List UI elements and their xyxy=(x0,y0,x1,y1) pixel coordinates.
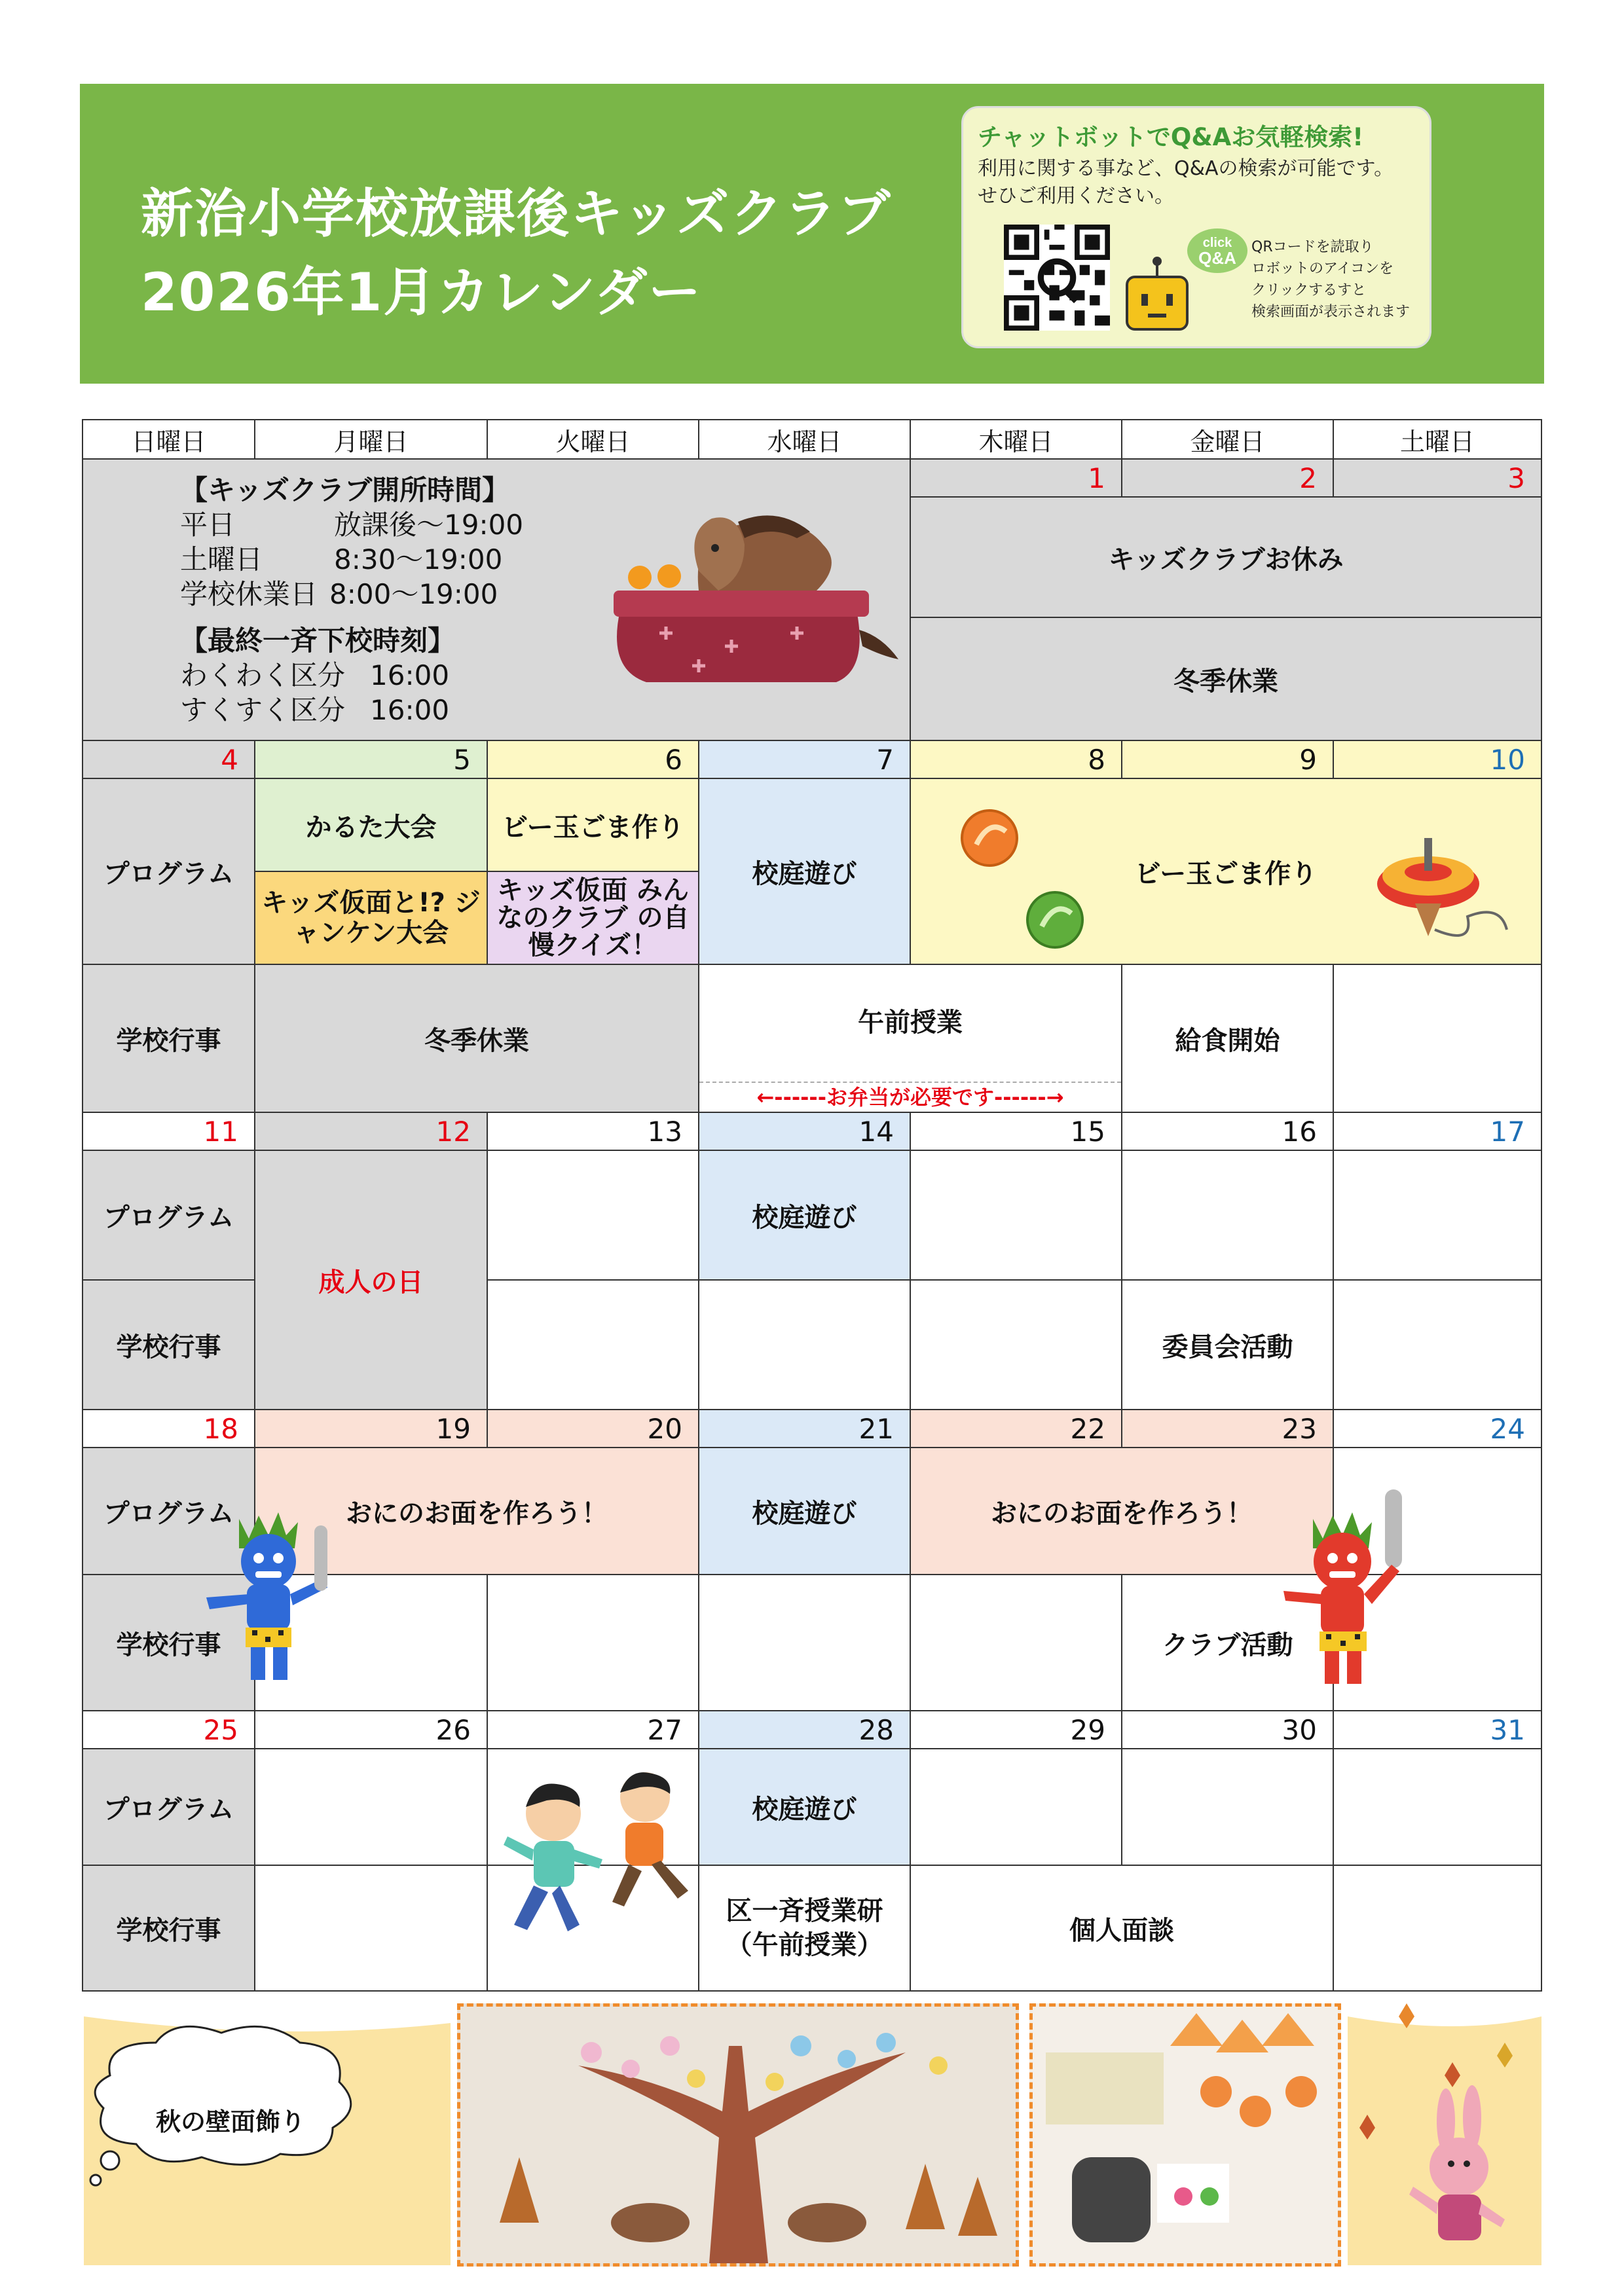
dismissal-label: わくわく区分 xyxy=(180,659,346,691)
date-cell: 20 xyxy=(487,1410,699,1448)
hours-heading: 【キッズクラブ開所時間】 xyxy=(180,474,510,506)
event-club-activity: クラブ活動 xyxy=(1122,1575,1333,1711)
weekday-header: 月曜日 xyxy=(255,420,487,459)
date-cell: 16 xyxy=(1122,1112,1333,1150)
empty-cell xyxy=(255,1749,487,1865)
autumn-tree-artwork xyxy=(460,2007,1016,2263)
date-cell: 23 xyxy=(1122,1410,1333,1448)
row-label-program: プログラム xyxy=(83,1749,255,1865)
row-label-school: 学校行事 xyxy=(83,1865,255,1991)
date-cell: 28 xyxy=(699,1711,910,1749)
event-kamen-quiz: キッズ仮面 みんなのクラブ の自慢クイズ！ xyxy=(487,871,699,964)
chatbot-panel xyxy=(961,106,1431,348)
empty-cell xyxy=(910,1280,1122,1410)
page-subtitle: 2026年1月カレンダー xyxy=(141,262,703,323)
hours-value: 8:00～19:00 xyxy=(329,578,498,610)
hours-label: 学校休業日 xyxy=(180,578,318,610)
chatbot-description xyxy=(978,155,1393,210)
hours-row xyxy=(180,507,523,542)
date-cell: 14 xyxy=(699,1112,910,1150)
running-children-illustration xyxy=(494,1768,704,1944)
event-winter-break: 冬季休業 xyxy=(255,964,699,1112)
event-winter-break: 冬季休業 xyxy=(910,617,1541,740)
empty-cell xyxy=(1333,1280,1541,1410)
hours-value: 放課後～19:00 xyxy=(334,509,524,541)
weekday-header: 水曜日 xyxy=(699,420,910,459)
dismissal-label: すくすく区分 xyxy=(180,694,346,726)
event-playground: 校庭遊び xyxy=(699,1448,910,1575)
date-cell: 29 xyxy=(910,1711,1122,1749)
event-playground: 校庭遊び xyxy=(699,778,910,964)
row-label-school: 学校行事 xyxy=(83,964,255,1112)
date-cell: 27 xyxy=(487,1711,699,1749)
empty-cell xyxy=(1122,1749,1333,1865)
empty-cell xyxy=(910,1749,1122,1865)
chatbot-note-line: クリックするすと xyxy=(1251,282,1367,299)
date-cell: 21 xyxy=(699,1410,910,1448)
weekday-header: 木曜日 xyxy=(910,420,1122,459)
date-cell: 30 xyxy=(1122,1711,1333,1749)
date-cell: 13 xyxy=(487,1112,699,1150)
row-label-program: プログラム xyxy=(83,1150,255,1280)
event-marble-top-label: ビー玉ごま作り xyxy=(1134,858,1318,889)
empty-cell xyxy=(699,1575,910,1711)
dismissal-row xyxy=(180,658,523,693)
hours-row xyxy=(180,542,523,577)
date-cell: 8 xyxy=(910,740,1122,778)
date-cell: 31 xyxy=(1333,1711,1541,1749)
empty-cell xyxy=(487,1280,699,1410)
svg-text:Q&A: Q&A xyxy=(1198,248,1236,268)
craft-activity-photo xyxy=(1029,2003,1341,2267)
row-label-program: プログラム xyxy=(83,1448,255,1575)
event-morning-class xyxy=(699,964,1122,1112)
chatbot-title: チャットボットでQ&Aお気軽検索! xyxy=(978,123,1364,151)
event-marble-top-span xyxy=(910,778,1541,964)
date-cell: 11 xyxy=(83,1112,255,1150)
event-lunch-start: 給食開始 xyxy=(1122,964,1333,1112)
date-cell: 2 xyxy=(1122,459,1333,497)
event-playground: 校庭遊び xyxy=(699,1150,910,1280)
date-cell: 3 xyxy=(1333,459,1541,497)
weekday-header: 土曜日 xyxy=(1333,420,1541,459)
chatbot-desc-line: せひご利用ください。 xyxy=(978,185,1174,208)
svg-text:click: click xyxy=(1202,236,1232,250)
date-cell: 25 xyxy=(83,1711,255,1749)
event-kamen-janken: キッズ仮面と!? ジャンケン大会 xyxy=(255,871,487,964)
horse-kotatsu-illustration xyxy=(600,492,910,689)
date-cell: 6 xyxy=(487,740,699,778)
robot-icon[interactable] xyxy=(1119,225,1250,335)
spinning-top-icon xyxy=(1369,831,1520,962)
date-cell: 7 xyxy=(699,740,910,778)
opening-hours-info xyxy=(83,459,910,740)
chatbot-desc-line: 利用に関する事など、Q&Aの検索が可能です。 xyxy=(978,157,1394,180)
bento-note: ←------お弁当が必要です------→ xyxy=(699,1082,1121,1112)
date-cell: 15 xyxy=(910,1112,1122,1150)
row-label-program: プログラム xyxy=(83,778,255,964)
morning-class-label: 午前授業 xyxy=(858,1008,963,1038)
date-cell: 26 xyxy=(255,1711,487,1749)
empty-cell xyxy=(910,1575,1122,1711)
event-marble-top: ビー玉ごま作り xyxy=(487,778,699,871)
qr-code-icon[interactable] xyxy=(1004,225,1110,331)
empty-cell xyxy=(1333,1749,1541,1865)
date-cell: 4 xyxy=(83,740,255,778)
chatbot-instructions xyxy=(1251,236,1410,323)
page-title: 新治小学校放課後キッズクラブ xyxy=(141,183,892,244)
row-label-school: 学校行事 xyxy=(83,1575,255,1711)
marble-illustration xyxy=(957,805,1088,956)
weekday-header: 火曜日 xyxy=(487,420,699,459)
empty-cell xyxy=(1333,964,1541,1112)
empty-cell xyxy=(910,1150,1122,1280)
date-cell: 19 xyxy=(255,1410,487,1448)
chatbot-note-line: 検索画面が表示されます xyxy=(1251,304,1411,320)
event-karuta: かるた大会 xyxy=(255,778,487,871)
row-label-school: 学校行事 xyxy=(83,1280,255,1410)
dismissal-heading: 【最終一斉下校時刻】 xyxy=(180,625,456,657)
hours-label: 土曜日 xyxy=(180,543,263,575)
date-cell: 18 xyxy=(83,1410,255,1448)
hours-value: 8:30～19:00 xyxy=(334,543,503,575)
weekday-header: 金曜日 xyxy=(1122,420,1333,459)
footer-decoration xyxy=(84,2003,1541,2272)
date-cell: 22 xyxy=(910,1410,1122,1448)
hours-row xyxy=(180,577,523,611)
dismissal-value: 16:00 xyxy=(370,659,450,691)
event-oni-mask: おにのお面を作ろう！ xyxy=(255,1448,699,1575)
event-oni-mask: おにのお面を作ろう！ xyxy=(910,1448,1333,1575)
date-cell: 10 xyxy=(1333,740,1541,778)
event-coming-of-age-day: 成人の日 xyxy=(255,1150,487,1410)
date-cell: 9 xyxy=(1122,740,1333,778)
empty-cell xyxy=(487,1575,699,1711)
empty-cell xyxy=(1122,1150,1333,1280)
empty-cell xyxy=(1333,1865,1541,1991)
event-committee: 委員会活動 xyxy=(1122,1280,1333,1410)
origami-craft-artwork xyxy=(1033,2007,1338,2263)
date-cell: 5 xyxy=(255,740,487,778)
hours-label: 平日 xyxy=(180,509,236,541)
empty-cell xyxy=(487,1150,699,1280)
info-text-block xyxy=(180,473,523,727)
dismissal-row xyxy=(180,693,523,727)
event-playground: 校庭遊び xyxy=(699,1749,910,1865)
event-closed: キッズクラブお休み xyxy=(910,497,1541,617)
chatbot-note-line: ロボットのアイコンを xyxy=(1251,261,1394,277)
empty-cell xyxy=(1333,1150,1541,1280)
empty-cell xyxy=(255,1865,487,1991)
wall-decoration-photo xyxy=(457,2003,1019,2267)
red-oni-illustration xyxy=(1280,1486,1431,1689)
empty-cell xyxy=(699,1280,910,1410)
date-cell: 1 xyxy=(910,459,1122,497)
blue-oni-illustration xyxy=(200,1499,337,1696)
calendar-grid xyxy=(82,419,1542,1992)
date-cell: 24 xyxy=(1333,1410,1541,1448)
weekday-header: 日曜日 xyxy=(83,420,255,459)
date-cell: 12 xyxy=(255,1112,487,1150)
dismissal-value: 16:00 xyxy=(370,694,450,726)
footer-caption: 秋の壁面飾り xyxy=(156,2107,306,2136)
chatbot-note-line: QRコードを読取り xyxy=(1251,239,1374,255)
event-lesson-research: 区一斉授業研 （午前授業） xyxy=(699,1865,910,1991)
event-parent-interview: 個人面談 xyxy=(910,1865,1333,1991)
date-cell: 17 xyxy=(1333,1112,1541,1150)
